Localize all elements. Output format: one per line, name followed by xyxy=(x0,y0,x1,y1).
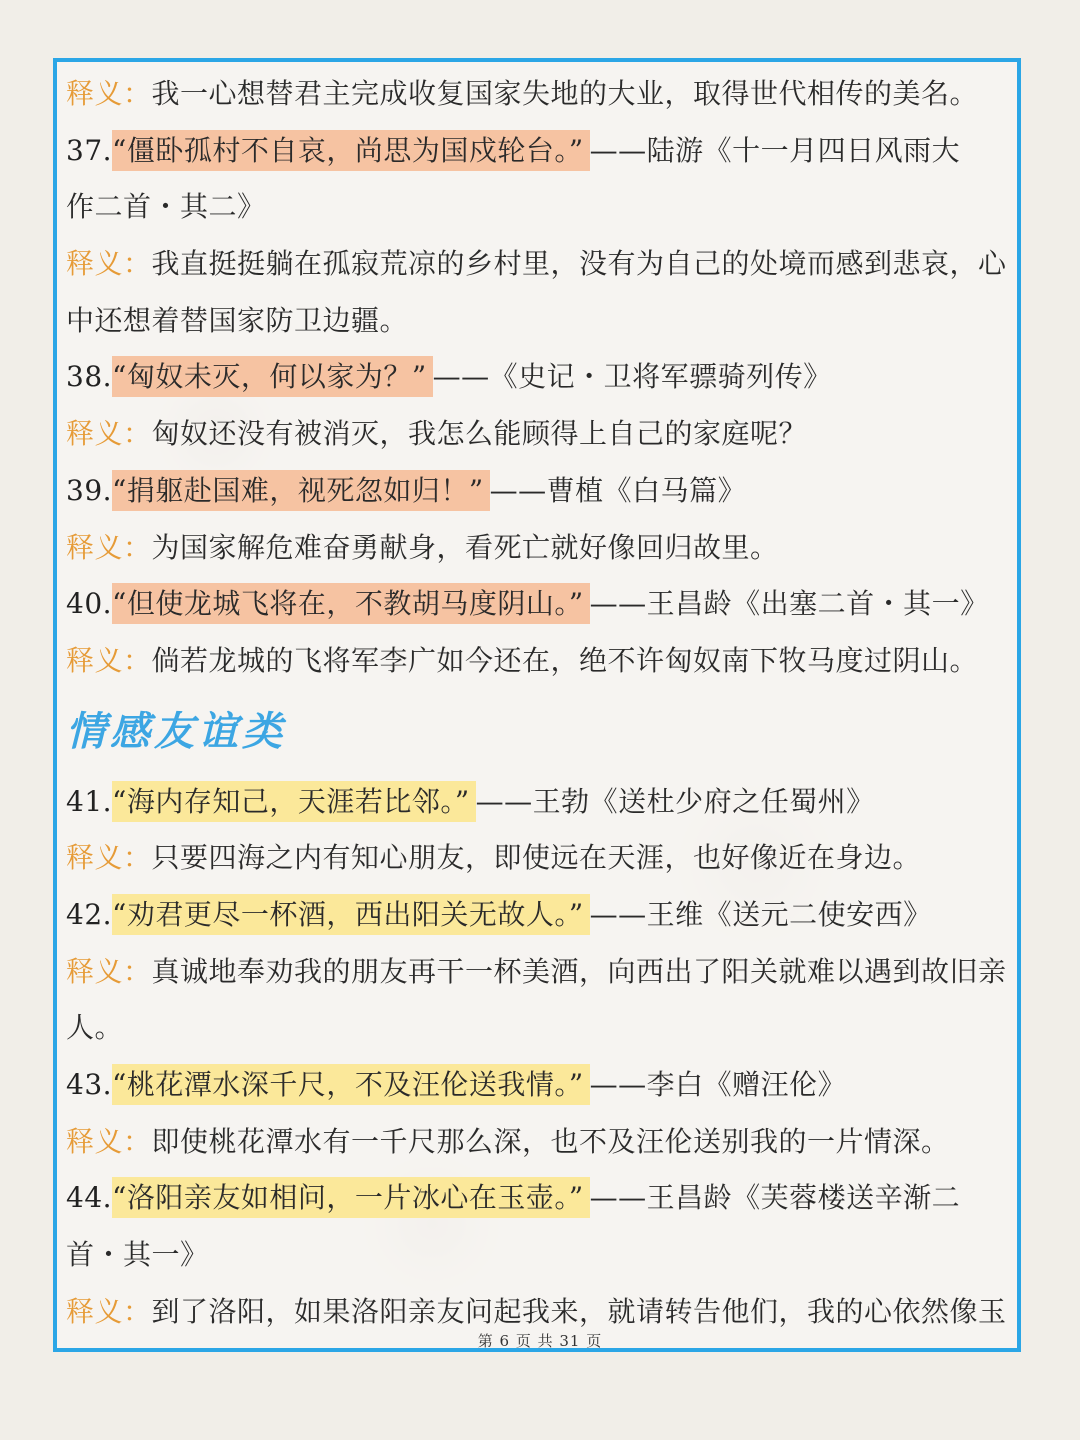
quote-source: ——王勃《送杜少府之任蜀州》 xyxy=(475,784,875,818)
explanation-line xyxy=(66,406,1018,463)
quote-number: 42. xyxy=(66,897,113,931)
explanation-label: 释义： xyxy=(66,1124,152,1158)
explanation-line xyxy=(66,830,1018,887)
explanation-label: 释义： xyxy=(66,954,152,988)
explanation-text: 中还想着替国家防卫边疆。 xyxy=(66,303,409,337)
explanation-text: 只要四海之内有知心朋友，即使远在天涯，也好像近在身边。 xyxy=(151,841,922,875)
quote-number: 43. xyxy=(66,1068,113,1101)
quote-text: “洛阳亲友如相问，一片冰心在玉壶。” xyxy=(112,1177,590,1218)
quote-line-43 xyxy=(66,1057,1018,1114)
quote-text: “僵卧孤村不自哀，尚思为国戍轮台。” xyxy=(112,130,590,171)
quote-number: 39. xyxy=(66,473,113,507)
quote-line-37 xyxy=(66,123,1018,180)
quote-line-40 xyxy=(66,576,1018,633)
quote-source: ——曹植《白马篇》 xyxy=(489,473,747,507)
quote-source: 作二首・其二》 xyxy=(66,190,266,224)
explanation-text: 真诚地奉劝我的朋友再干一杯美酒，向西出了阳关就难以遇到故旧亲 xyxy=(151,954,1007,988)
quote-number: 41. xyxy=(66,784,113,818)
quote-text: “但使龙城飞将在，不教胡马度阴山。” xyxy=(112,583,590,624)
explanation-line xyxy=(66,236,1018,293)
quote-source: ——王昌龄《芙蓉楼送辛渐二 xyxy=(589,1181,961,1215)
quote-source: ——李白《赠汪伦》 xyxy=(589,1068,847,1101)
quote-number: 37. xyxy=(66,133,113,167)
explanation-text: 匈奴还没有被消灭，我怎么能顾得上自己的家庭呢？ xyxy=(151,417,808,451)
quote-line-41 xyxy=(66,774,1018,831)
explanation-text: 我直挺挺躺在孤寂荒凉的乡村里，没有为自己的处境而感到悲哀，心 xyxy=(151,247,1007,281)
quote-text: “捐躯赴国难，视死忽如归！” xyxy=(112,470,490,511)
quote-line-39 xyxy=(66,463,1018,520)
explanation-label: 释义： xyxy=(66,643,152,677)
explanation-label: 释义： xyxy=(66,841,152,875)
quote-source: ——王昌龄《出塞二首・其一》 xyxy=(589,587,989,621)
quote-source: ——陆游《十一月四日风雨大 xyxy=(589,133,961,167)
explanation-line xyxy=(66,1114,1018,1171)
quote-source-continued xyxy=(66,1227,1018,1284)
quote-number: 38. xyxy=(66,360,113,394)
explanation-line xyxy=(66,633,1018,690)
page-content xyxy=(66,66,1018,1340)
explanation-label: 释义： xyxy=(66,417,152,451)
quote-number: 40. xyxy=(66,587,113,621)
explanation-text: 为国家解危难奋勇献身，看死亡就好像回归故里。 xyxy=(151,530,779,564)
explanation-label: 释义： xyxy=(66,77,152,110)
explanation-line-continued xyxy=(66,1000,1018,1057)
quote-source-continued xyxy=(66,179,1018,236)
explanation-text: 到了洛阳，如果洛阳亲友问起我来，就请转告他们，我的心依然像玉 xyxy=(151,1294,1007,1328)
explanation-line-continued xyxy=(66,293,1018,350)
explanation-label: 释义： xyxy=(66,247,152,281)
explanation-text: 即使桃花潭水有一千尺那么深，也不及汪伦送别我的一片情深。 xyxy=(151,1124,950,1158)
explanation-text: 我一心想替君主完成收复国家失地的大业，取得世代相传的美名。 xyxy=(151,77,979,110)
quote-text: “桃花潭水深千尺，不及汪伦送我情。” xyxy=(112,1064,590,1105)
explanation-line xyxy=(66,944,1018,1001)
quote-source: 首・其一》 xyxy=(66,1238,209,1272)
section-title: 情感友谊类 xyxy=(66,707,286,755)
quote-source: ——王维《送元二使安西》 xyxy=(589,897,932,931)
explanation-line xyxy=(66,520,1018,577)
quote-text: “海内存知己，天涯若比邻。” xyxy=(112,781,476,822)
quote-text: “匈奴未灭，何以家为？” xyxy=(112,356,433,397)
explanation-text: 人。 xyxy=(66,1011,124,1045)
quote-line-44 xyxy=(66,1170,1018,1227)
page-footer: 第 6 页 共 31 页 xyxy=(477,1332,603,1350)
explanation-label: 释义： xyxy=(66,530,152,564)
explanation-text: 倘若龙城的飞将军李广如今还在，绝不许匈奴南下牧马度过阴山。 xyxy=(151,643,979,677)
explanation-label: 释义： xyxy=(66,1294,152,1328)
quote-source: ——《史记・卫将军骠骑列传》 xyxy=(432,360,832,394)
quote-line-38 xyxy=(66,349,1018,406)
quote-number: 44. xyxy=(66,1181,113,1215)
quote-line-42 xyxy=(66,887,1018,944)
quote-text: “劝君更尽一杯酒，西出阳关无故人。” xyxy=(112,894,590,935)
explanation-line xyxy=(66,66,1018,123)
